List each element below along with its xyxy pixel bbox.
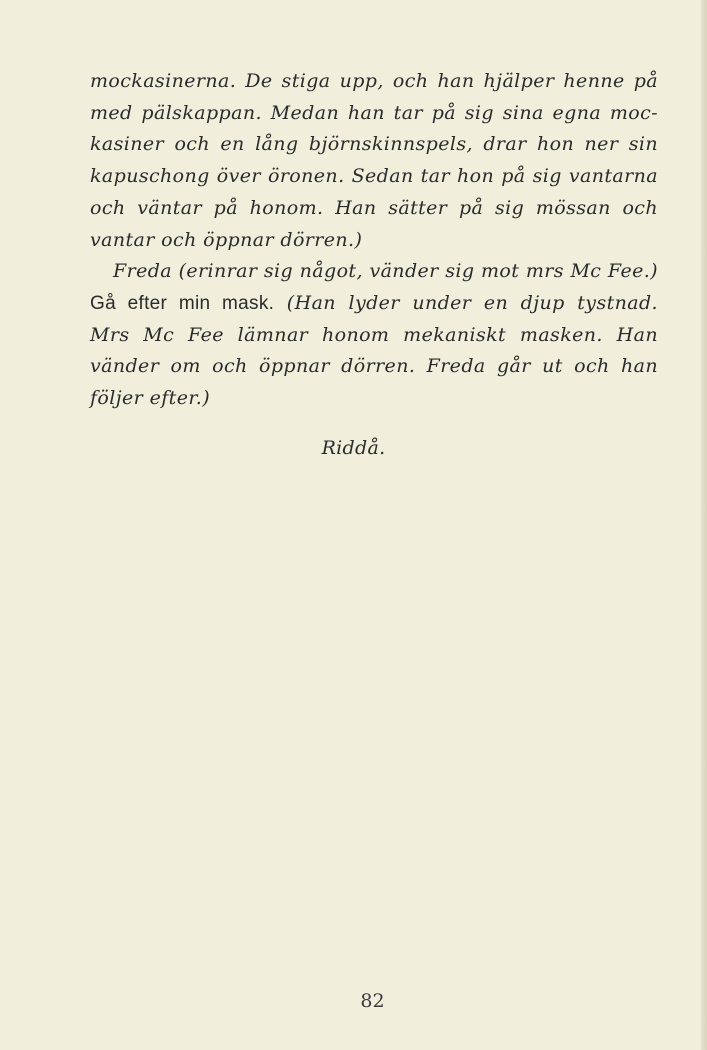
speech-line [90,288,658,320]
main-text [90,66,658,415]
freda-line: Freda (erinrar sig något, vänder sig mot mrs Mc Fee.) [113,260,658,283]
page-edge [701,0,707,1050]
speech-text: Gå efter min mask. [90,292,275,314]
page-number: 82 [360,990,385,1012]
direction-text: (Han lyder under en djup tystnad. [286,291,658,314]
text-line: vänder om och öppnar dörren. Freda går ut och han [90,355,658,378]
text-line: kapuschong över öronen. Sedan tar hon på sig vantarna [90,165,658,188]
text-line: följer efter.) [90,387,211,410]
text-line: mockasinerna. De stiga upp, och han hjälper henne på [90,70,658,92]
curtain-text: Riddå. [321,437,386,459]
text-line: med pälskappan. Medan han tar på sig sina egna moc- [90,101,658,124]
text-line: kasiner och en lång björnskinnspels, drar hon ner sin [90,133,658,156]
text-line: Mrs Mc Fee lämnar honom mekaniskt masken. Han [90,323,658,346]
text-line: och väntar på honom. Han sätter på sig mössan och [90,196,658,219]
text-line: vantar och öppnar dörren.) [90,228,363,251]
